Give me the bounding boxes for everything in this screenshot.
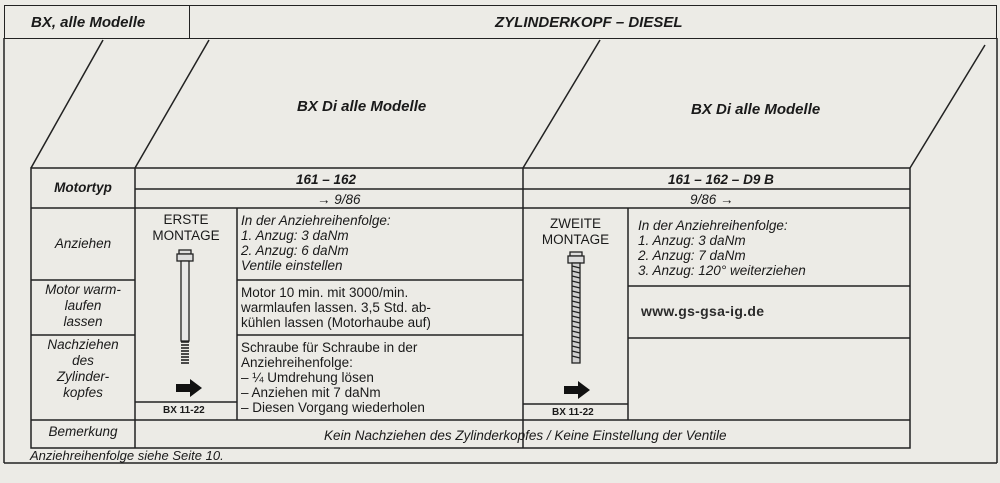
right-montage-label: ZWEITE MONTAGE [541, 216, 610, 247]
left-date-range: → 9/86 [317, 192, 361, 207]
header-model-title: BX, alle Modelle [31, 14, 146, 31]
row-label-warmlaufen: Motor warm- laufen lassen [45, 282, 121, 329]
bolt-threaded-icon [561, 250, 591, 370]
right-date-range: 9/86 → [690, 192, 734, 207]
bolt-long-icon [170, 248, 200, 368]
arrow-right-icon [174, 378, 204, 398]
left-motortyp: 161 – 162 [296, 172, 357, 187]
header-section-title: ZYLINDERKOPF – DIESEL [495, 14, 683, 31]
row-label-bemerkung: Bemerkung [48, 424, 118, 439]
row-label-motortyp: Motortyp [54, 180, 112, 195]
right-anziehen-text: In der Anziehreihenfolge: 1. Anzug: 3 daNm 2. Anzug: 7 daNm 3. Anzug: 120° weiterziehen [638, 218, 806, 278]
left-warmlaufen-text: Motor 10 min. mit 3000/min. warmlaufen lassen. 3,5 Std. ab- kühlen lassen (Motorhaube auf) [241, 285, 431, 330]
row-label-nachziehen: Nachziehen des Zylinder- kopfes [47, 337, 119, 400]
left-nachziehen-text: Schraube für Schraube in der Anziehreihenfolge: – ¼ Umdrehung lösen – Anziehen mit 7 daNm – Diesen Vorgang wiederholen [241, 340, 425, 415]
arrow-right-icon [562, 380, 592, 400]
footnote: Anziehreihenfolge siehe Seite 10. [30, 448, 224, 463]
watermark-url: www.gs-gsa-ig.de [641, 303, 765, 319]
right-column-title: BX Di alle Modelle [691, 101, 821, 118]
right-figure-reference: BX 11-22 [552, 407, 594, 418]
row-label-anziehen: Anziehen [54, 236, 112, 251]
left-column-title: BX Di alle Modelle [297, 98, 427, 115]
left-figure-reference: BX 11-22 [163, 405, 205, 416]
left-montage-label: ERSTE MONTAGE [152, 212, 220, 243]
right-motortyp: 161 – 162 – D9 B [668, 172, 774, 187]
left-anziehen-text: In der Anziehreihenfolge: 1. Anzug: 3 daNm 2. Anzug: 6 daNm Ventile einstellen [241, 213, 391, 273]
bemerkung-text: Kein Nachziehen des Zylinderkopfes / Keine Einstellung der Ventile [324, 428, 727, 443]
